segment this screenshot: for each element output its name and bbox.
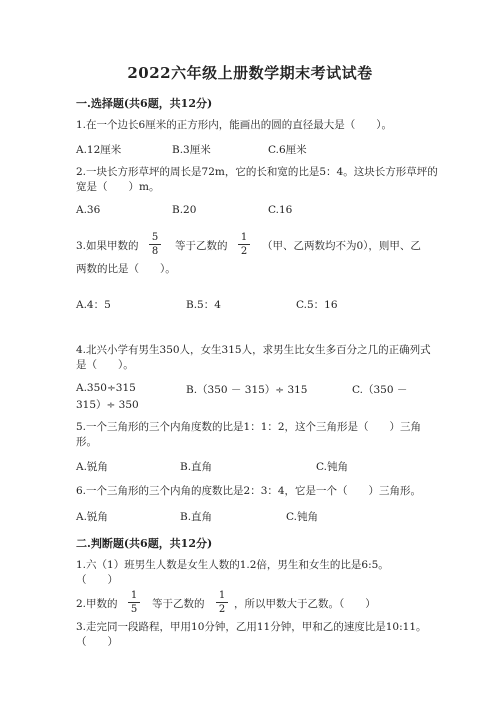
question-3-line2: 两数的比是（ ）。 [76, 263, 176, 275]
q5-option-c: C.钝角 [316, 461, 348, 473]
q2-option-a: A.36 [76, 204, 101, 216]
page-title: 2022六年级上册数学期末考试试卷 [127, 64, 373, 82]
question-5-line2: 形。 [76, 436, 97, 448]
judgment-2-middle: 等于乙数的 [152, 598, 205, 610]
judgment-2-suffix: ，所以甲数大于乙数。（ ） [234, 598, 376, 610]
q3-option-a: A.4：5 [76, 299, 111, 311]
judgment-3-line1: 3.走完同一段路程，甲用10分钟，乙用11分钟，甲和乙的速度比是10:11。 [76, 621, 427, 633]
q6-option-c: C.钝角 [286, 511, 318, 523]
j2-fraction-2 [216, 590, 228, 615]
question-6-text: 6.一个三角形的三个内角的度数比是2：3：4，它是一个（ ）三角形。 [76, 485, 422, 497]
fraction-denominator: 5 [130, 604, 138, 615]
fraction-denominator: 2 [218, 604, 226, 615]
q3-option-b: B.5：4 [186, 299, 221, 311]
fraction-numerator: 1 [130, 590, 138, 601]
q4-option-b: B.（350 － 315）÷ 315 [186, 384, 308, 396]
fraction-bar [128, 602, 140, 603]
q6-option-a: A.锐角 [76, 511, 108, 523]
q2-option-c: C.16 [268, 204, 293, 216]
q5-option-b: B.直角 [180, 461, 213, 473]
fraction-bar [238, 244, 250, 245]
judgment-1-line2: （ ） [76, 574, 118, 586]
q3-option-c: C.5：16 [296, 299, 338, 311]
fraction-bar [216, 602, 228, 603]
question-3-middle: 等于乙数的 [175, 240, 228, 252]
fraction-denominator: 2 [240, 246, 248, 257]
question-5-line1: 5.一个三角形的三个内角度数的比是1：1：2，这个三角形是（ ）三角 [76, 421, 422, 433]
question-2-line1: 2.一块长方形草坪的周长是72m，它的长和宽的比是5：4。这块长方形草坪的 [76, 166, 438, 178]
fraction-numerator: 1 [218, 590, 226, 601]
section-heading-judgment: 二.判断题(共6题，共12分) [76, 537, 213, 550]
fraction-numerator: 1 [240, 232, 248, 243]
q4-option-c-continued: 315）÷ 350 [76, 399, 139, 411]
question-3-prefix: 3.如果甲数的 [76, 240, 139, 252]
fraction-denominator: 8 [151, 246, 159, 257]
q1-option-b: B.3厘米 [172, 144, 211, 156]
fraction-bar [149, 244, 161, 245]
question-1-text: 1.在一个边长6厘米的正方形内，能画出的圆的直径最大是（ ）。 [76, 119, 392, 131]
question-2-line2: 宽是（ ）m。 [76, 181, 160, 193]
judgment-2-prefix: 2.甲数的 [76, 598, 118, 610]
q3-fraction-2 [238, 232, 250, 257]
q4-option-c: C.（350 － [352, 384, 408, 396]
q1-option-c: C.6厘米 [268, 144, 307, 156]
q3-fraction-1 [149, 232, 161, 257]
judgment-3-line2: （ ） [76, 636, 118, 648]
question-3-suffix: （甲、乙两数均不为0），则甲、乙 [262, 240, 421, 252]
q6-option-b: B.直角 [180, 511, 213, 523]
section-heading-choice: 一.选择题(共6题，共12分) [76, 97, 213, 110]
question-4-line1: 4.北兴小学有男生350人，女生315人，求男生比女生多百分之几的正确列式 [76, 344, 431, 356]
q4-option-a: A.350÷315 [76, 382, 136, 394]
q5-option-a: A.锐角 [76, 461, 108, 473]
q2-option-b: B.20 [172, 204, 197, 216]
q1-option-a: A.12厘米 [76, 144, 122, 156]
j2-fraction-1 [128, 590, 140, 615]
fraction-numerator: 5 [151, 232, 159, 243]
judgment-1-line1: 1.六（1）班男生人数是女生人数的1.2倍，男生和女生的比是6:5。 [76, 559, 389, 571]
question-4-line2: 是（ ）。 [76, 359, 134, 371]
